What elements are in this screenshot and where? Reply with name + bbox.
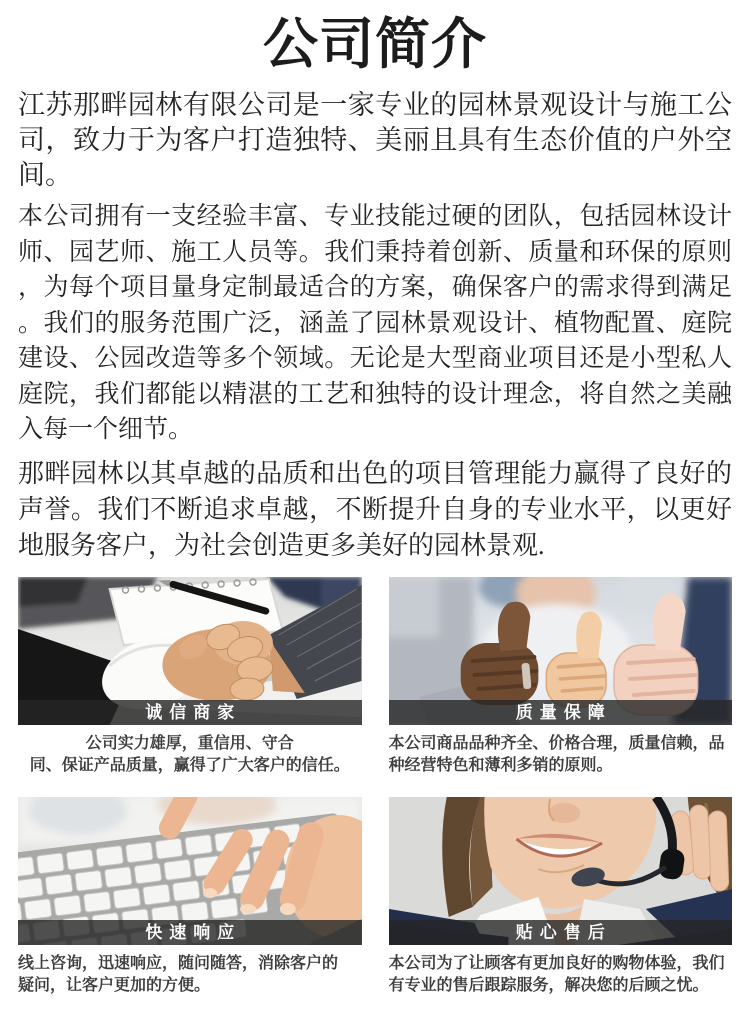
badge-quality-assurance: 质量保障 <box>389 700 733 725</box>
caption-line: 种经营特色和薄利多销的原则。 <box>388 756 613 774</box>
thumbs-up-photo <box>389 577 733 725</box>
intro-paragraph-3: 那畔园林以其卓越的品质和出色的项目管理能力赢得了良好的声誉。我们不断追求卓越，不断提升自身的专业水平，以更好地服务客户，为社会创造更多美好的园林景观. <box>18 458 732 560</box>
card-caption-quality-assurance <box>389 733 733 777</box>
caption-line: 线上咨询，迅速响应，随问随答，消除客户的 <box>18 954 339 972</box>
badge-trusted-merchant: 诚信商家 <box>18 700 362 725</box>
feature-card-fast-response <box>18 797 362 997</box>
card-caption-trusted-merchant <box>18 733 362 777</box>
caption-line: 本公司为了让顾客有更加良好的购物体验，我们 <box>388 954 725 972</box>
page-title: 公司简介 <box>262 14 487 75</box>
caption-line: 同、保证产品质量，赢得了广大客户的信任。 <box>29 756 350 774</box>
card-caption-after-sales <box>389 953 733 997</box>
badge-fast-response: 快速响应 <box>18 920 362 945</box>
card-caption-fast-response <box>18 953 362 997</box>
intro-paragraph-2: 本公司拥有一支经验丰富、专业技能过硬的团队，包括园林设计师、园艺师、施工人员等。我们秉持着创新、质量和环保的原则，为每个项目量身定制最适合的方案，确保客户的需求得到满足。我们的服务范围广泛，涵盖了园林景观设计、植物配置、庭院建设、公园改造等多个领域。无论是大型商业项目还是小型私人庭院，我们都能以精湛的工艺和独特的设计理念，将自然之美融入每一个细节。 <box>18 203 732 443</box>
feature-card-after-sales <box>389 797 733 997</box>
caption-line: 公司实力雄厚，重信用、守合 <box>85 734 294 752</box>
caption-line: 本公司商品品种齐全、价格合理，质量信赖，品 <box>388 734 725 752</box>
feature-card-quality-assurance <box>389 577 733 777</box>
feature-card-trusted-merchant <box>18 577 362 777</box>
keyboard-typing-photo <box>18 797 362 945</box>
caption-line: 疑问，让客户更加的方便。 <box>18 976 211 994</box>
feature-grid <box>18 577 732 997</box>
company-intro-page <box>0 10 750 997</box>
badge-after-sales: 贴心售后 <box>389 920 733 945</box>
caption-line: 有专业的售后跟踪服务，解决您的后顾之忧。 <box>388 976 709 994</box>
intro-paragraph-1: 江苏那畔园林有限公司是一家专业的园林景观设计与施工公司，致力于为客户打造独特、美丽且具有生态价值的户外空间。 <box>18 90 732 190</box>
customer-service-photo <box>389 797 733 945</box>
handshake-photo <box>18 577 362 725</box>
